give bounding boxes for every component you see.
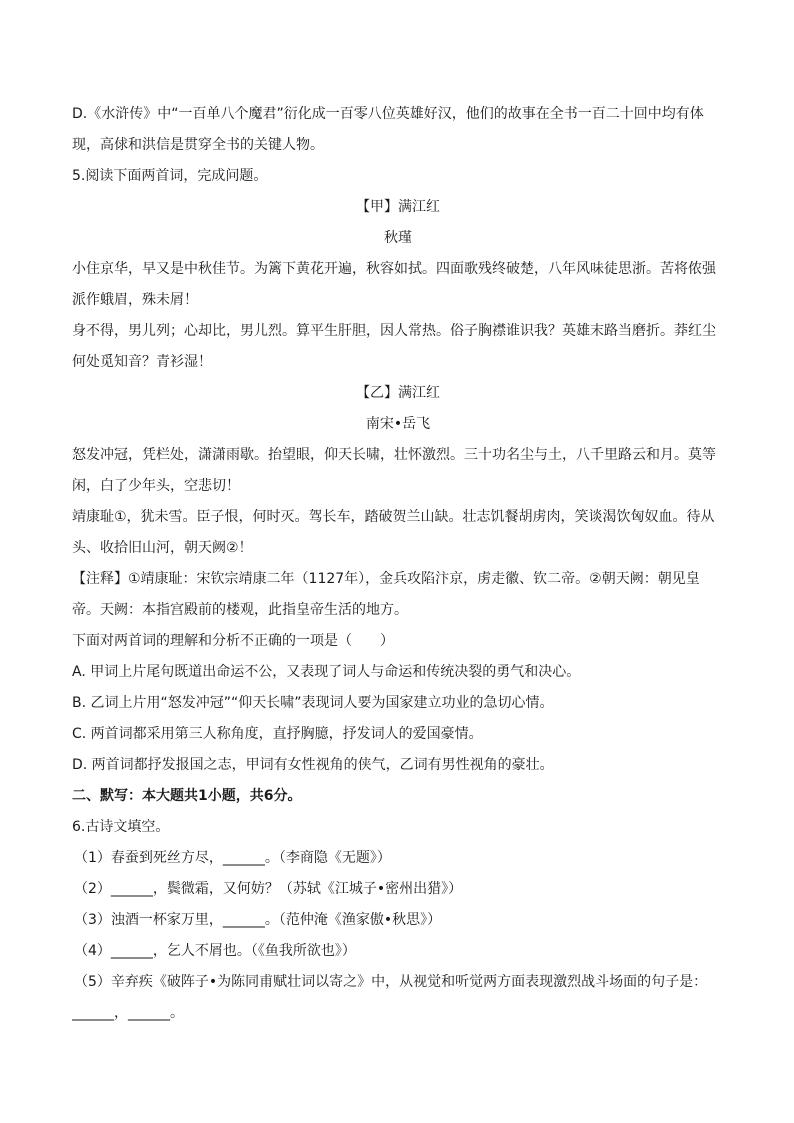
fill-blank-3: （3）浊酒一杯家万里，______。（范仲淹《渔家傲•秋思》）	[74, 912, 442, 928]
fill-blank-5: （5）辛弃疾《破阵子•为陈同甫赋壮词以寄之》中，从视觉和听觉两方面表现激烈战斗场面的句子是：	[74, 974, 708, 990]
section-2-heading: 二、默写：本大题共1小题，共6分。	[72, 788, 302, 804]
poem-a-line4: 何处觅知音？青衫湿！	[72, 354, 212, 370]
poem-b-line4: 头、收拾旧山河，朝天阙②！	[72, 540, 253, 556]
option-d-text-line1: D.《水浒传》中“一百单八个魔君”衍化成一百零八位英雄好汉，他们的故事在全书一百二十回中均有体	[72, 106, 704, 122]
fill-blank-4: （4）______，乞人不屑也。（《鱼我所欲也》）	[74, 943, 356, 959]
poem-a-line1: 小住京华，早又是中秋佳节。为篱下黄花开遍，秋容如拭。四面歌残终破楚，八年风味徒思浙。苦将侬强	[72, 261, 716, 277]
question-5-stem: 5.阅读下面两首词，完成问题。	[72, 168, 268, 184]
fill-blank-2: （2）______，鬓微霜，又何妨？（苏轼《江城子•密州出猎》）	[74, 881, 463, 897]
option-a: A. 甲词上片尾句既道出命运不公，又表现了词人与命运和传统决裂的勇气和决心。	[72, 664, 581, 680]
poem-b-line2: 闲，白了少年头，空悲切！	[72, 478, 240, 494]
poem-b-author: 南宋•岳飞	[365, 416, 431, 432]
poem-b-line3: 靖康耻①，犹未雪。臣子恨，何时灭。驾长车，踏破贺兰山缺。壮志饥餐胡虏肉，笑谈渴饮匈奴血。待从	[72, 509, 715, 525]
poem-b-title: 【乙】满江红	[356, 385, 440, 401]
poem-a-line2: 派作蛾眉，殊未屑！	[72, 292, 198, 308]
option-b: B. 乙词上片用“怒发冲冠”“仰天长啸”表现词人要为国家建立功业的急切心情。	[72, 695, 554, 711]
option-c: C. 两首词都采用第三人称角度，直抒胸臆，抒发词人的爱国豪情。	[72, 726, 483, 742]
document-page	[72, 99, 724, 1029]
option-d-text-line2: 现，高俅和洪信是贯穿全书的关键人物。	[72, 137, 324, 153]
annotation-line1: 【注释】①靖康耻：宋钦宗靖康二年（1127年），金兵攻陷汴京，虏走徽、钦二帝。②朝天阙：朝见皇	[72, 571, 700, 587]
annotation-line2: 帝。天阙：本指宫殿前的楼观，此指皇帝生活的地方。	[72, 602, 408, 618]
fill-blank-5-answer-line: ______，______。	[72, 1005, 184, 1021]
option-d: D. 两首词都抒发报国之志，甲词有女性视角的侠气，乙词有男性视角的豪壮。	[72, 757, 554, 773]
poem-a-title: 【甲】满江红	[356, 199, 440, 215]
poem-b-line1: 怒发冲冠，凭栏处，潇潇雨歇。抬望眼，仰天长啸，壮怀激烈。三十功名尘与土，八千里路云和月。莫等	[72, 447, 716, 463]
poem-a-author: 秋瑾	[384, 230, 412, 246]
fill-blank-1: （1）春蚕到死丝方尽，______。（李商隐《无题》）	[74, 850, 391, 866]
poem-a-line3: 身不得，男儿列；心却比，男儿烈。算平生肝胆，因人常热。俗子胸襟谁识我？英雄末路当磨折。莽红尘	[72, 323, 716, 339]
question-6-stem: 6.古诗文填空。	[72, 819, 170, 835]
question-prompt: 下面对两首词的理解和分析不正确的一项是（ ）	[72, 633, 394, 649]
